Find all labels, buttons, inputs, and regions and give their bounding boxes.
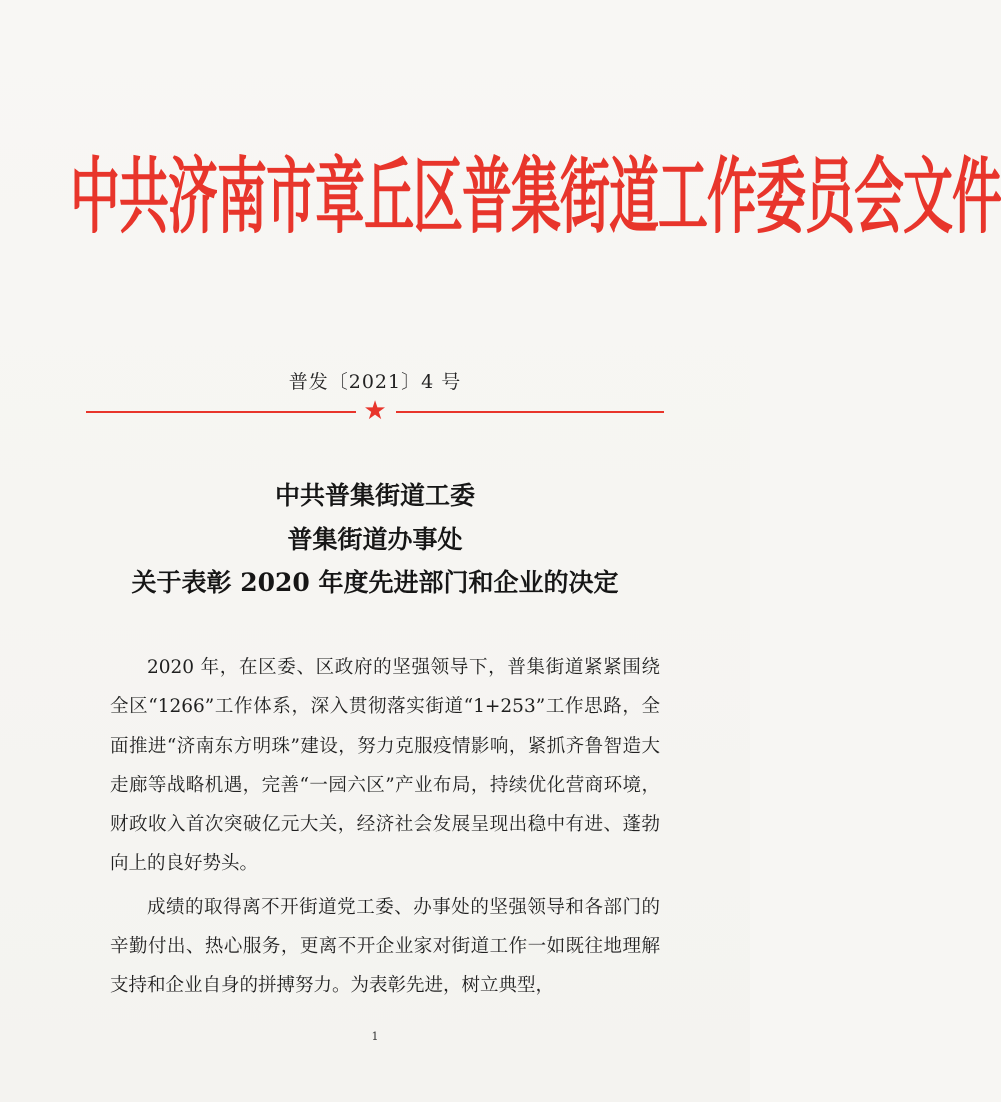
title-line-1: 中共普集街道工委 (274, 481, 475, 510)
paragraph-1: 2020 年，在区委、区政府的坚强领导下，普集街道紧紧围绕全区“1266”工作体系，深入贯彻落实街道“1+253”工作思路，全面推进“济南东方明珠”建设，努力克服疫情影响，紧抓齐鲁智造大走廊等战略机遇，完善“一园六区”产业布局，持续优化营商环境，财政收入首次突破亿元大关，经济社会发展呈现出稳中有进、蓬勃向上的良好势头。 (110, 657, 660, 875)
page-number: 1 (371, 1030, 379, 1043)
document-number: 普发〔2021〕4 号 (288, 371, 462, 393)
title-line-3: 关于表彰 2020 年度先进部门和企业的决定 (131, 568, 619, 597)
red-rule-left (86, 411, 356, 413)
red-rule-right (396, 411, 664, 413)
title-line-2: 普集街道办事处 (287, 525, 463, 554)
star-icon: ★ (363, 396, 387, 426)
masthead-title: 中共济南市章丘区普集街道工作委员会文件 (70, 149, 1001, 245)
body-text (110, 648, 660, 1006)
paragraph-2: 成绩的取得离不开街道党工委、办事处的坚强领导和各部门的辛勤付出、热心服务，更离不开企业家对街道工作一如既往地理解支持和企业自身的拼搏努力。为表彰先进，树立典型， (110, 896, 660, 997)
